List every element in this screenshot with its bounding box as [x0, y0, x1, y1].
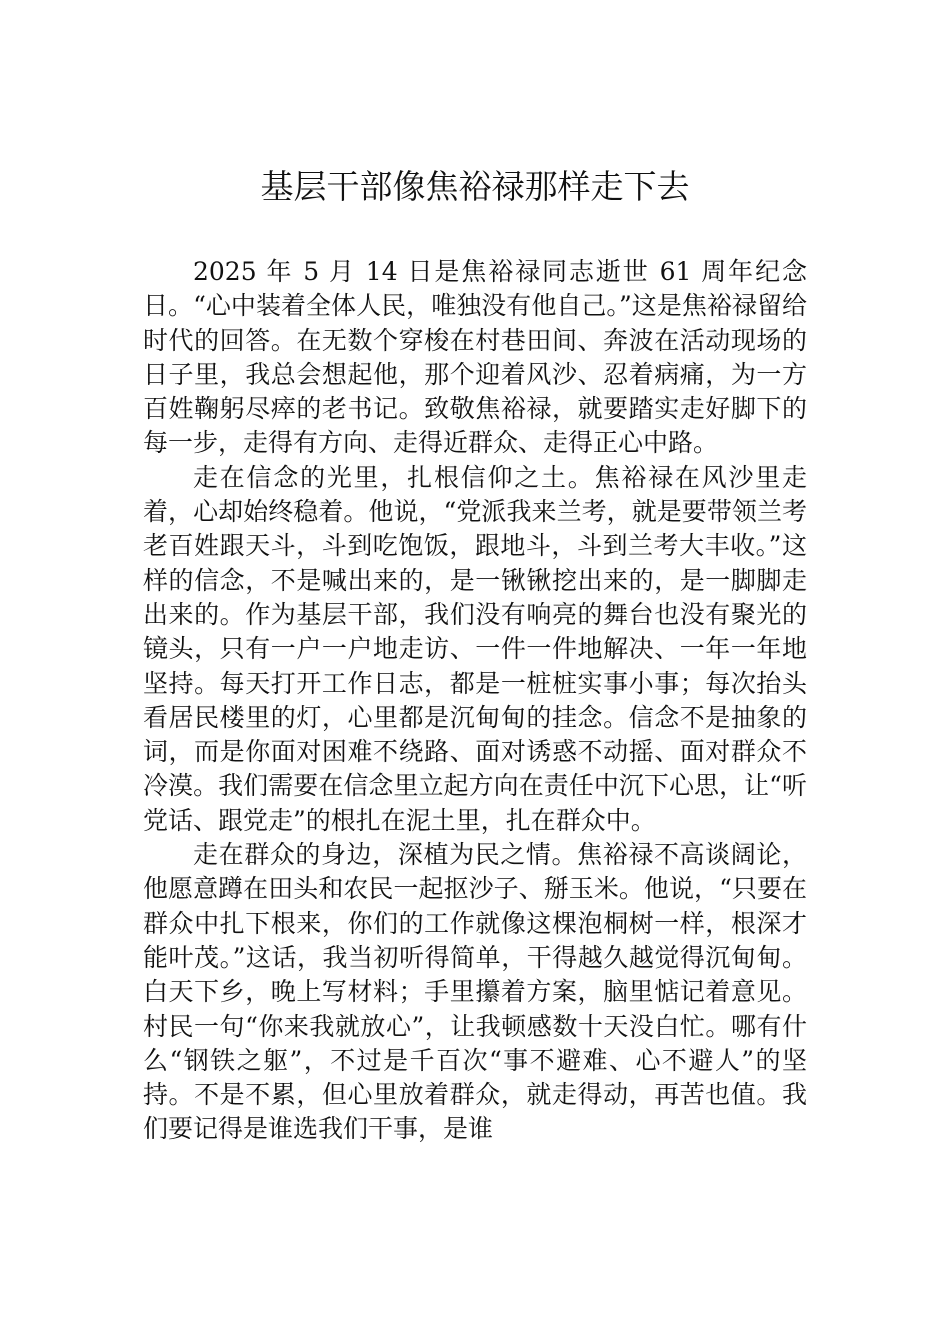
- paragraph-intro: 2025 年 5 月 14 日是焦裕禄同志逝世 61 周年纪念日。“心中装着全体人民，唯独没有他自己。”这是焦裕禄留给时代的回答。在无数个穿梭在村巷田间、奔波在活动现场的日子里，我总会想起他，那个迎着风沙、忍着病痛，为一方百姓鞠躬尽瘁的老书记。致敬焦裕禄，就要踏实走好脚下的每一步，走得有方向、走得近群众、走得正心中路。: [143, 257, 807, 458]
- paragraph-belief: 走在信念的光里，扎根信仰之土。焦裕禄在风沙里走着，心却始终稳着。他说，“党派我来兰考，就是要带领兰考老百姓跟天斗，斗到吃饱饭，跟地斗，斗到兰考大丰收。”这样的信念，不是喊出来的，是一锹锹挖出来的，是一脚脚走出来的。作为基层干部，我们没有响亮的舞台也没有聚光的镜头，只有一户一户地走访、一件一件地解决、一年一年地坚持。每天打开工作日志，都是一桩桩实事小事；每次抬头看居民楼里的灯，心里都是沉甸甸的挂念。信念不是抽象的词，而是你面对困难不绕路、面对诱惑不动摇、面对群众不冷漠。我们需要在信念里立起方向在责任中沉下心思，让“听党话、跟党走”的根扎在泥土里，扎在群众中。: [143, 462, 807, 835]
- document-title: 基层干部像焦裕禄那样走下去: [260, 167, 690, 206]
- paragraph-masses: 走在群众的身边，深植为民之情。焦裕禄不高谈阔论，他愿意蹲在田头和农民一起抠沙子、掰玉米。他说，“只要在群众中扎下根来，你们的工作就像这棵泡桐树一样，根深才能叶茂。”这话，我当初听得简单，干得越久越觉得沉甸甸。白天下乡，晚上写材料；手里攥着方案，脑里惦记着意见。村民一句“你来我就放心”，让我顿感数十天没白忙。哪有什么“钢铁之躯”，不过是千百次“事不避难、心不避人”的坚持。不是不累，但心里放着群众，就走得动，再苦也值。我们要记得是谁选我们干事，是谁: [143, 840, 807, 1144]
- document-body: [143, 255, 807, 1147]
